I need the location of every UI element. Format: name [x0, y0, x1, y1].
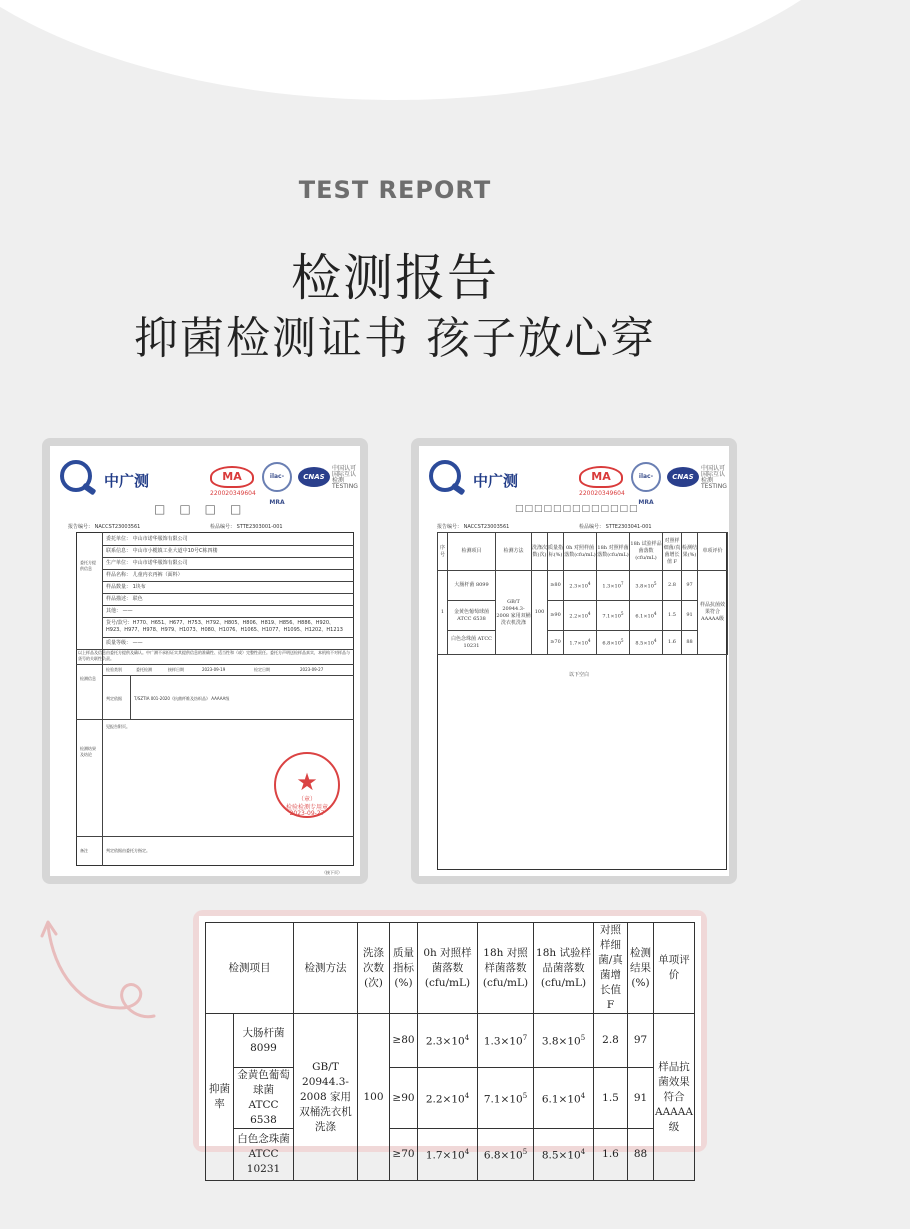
side-label-client: 委托方提供信息: [80, 560, 96, 571]
sample-qty-field: 样品数量： 1块布: [106, 584, 146, 590]
sample-name-field: 样品名称： 儿童内衣再裤（面料）: [106, 572, 183, 578]
curly-arrow-icon: [40, 912, 160, 1032]
header-method: 检测方法: [294, 923, 358, 1014]
table-row: 抑菌率 大肠杆菌 8099 GB/T 20944.3-2008 家用双桶洗衣机洗涤 100 ≥80 $2.3\times 10^4$ $1.3\times 10^7$ $3.8\times 10^5$ 2.8 97 样品抗菌效果符合AAAAA级: [206, 1014, 695, 1068]
report-number: 报告编号： NACCST23003561: [68, 524, 141, 530]
side-label-test: 检测信息: [80, 676, 96, 681]
small-results-table: 序号 检测项目 检测方法 洗涤次数(次) 质量指标(%) 0h 对照样菌落数(cfu/mL) 18h 对照样菌落数(cfu/mL) 18h 试验样品菌落数(cfu/mL) 对照样细菌/真菌增长值 F 检测结果(%) 单项评价 1 大肠杆菌 8099 GB/T 20944.3-2008 家用双桶洗衣机洗涤 100 ≥80 $2.3\times 10^4$ $1.3\times 10^7$ $3.8\times 10^5$ 2.8 97 样品抗菌效果符合AAAAA级 金黄色葡萄球菌 ATCC 6538 ≥90 $2.2\times 10^4$ $7.1\times 10^5$ $6.1\times 10^4$ 1.5 91 白色念珠菌 ATCC 10231 ≥70 $1.7\times 10^4$ $6.8\times 10^5$ $8.5\times 10^4$ 1.6 88: [437, 532, 728, 655]
report-page-2-card[interactable]: [411, 438, 737, 884]
ma-mark-icon: MA: [210, 466, 254, 488]
ma-mark-icon: MA: [579, 466, 623, 488]
client-notice: 以上样品及信息由委托方提供及确认。中广测不承担证实其提供信息的准确性、适当性和（或）完整性责任。委托方声明送检样品真实，本机构不对样品与货号的关联性负责。: [78, 650, 350, 661]
judgement-basis: T/SZTIA 001-2020《抗菌纤维及纺织品》 AAAAA级: [134, 696, 230, 701]
sample-number: 检品编号： STTE2303041-001: [579, 524, 652, 530]
wash-cell: 100: [358, 1014, 390, 1181]
antibacterial-results-table: [205, 922, 695, 1181]
client-field: 委托单位： 中山市诺华服饰有限公司: [106, 536, 188, 542]
ilac-mra-icon: ilac-MRA: [631, 462, 661, 492]
page-title: 检测报告: [291, 249, 499, 307]
report-page-1: 中广测 MA 220020349604 ilac-MRA CNAS 中国认可 国际互认 检测 TESTING □□□□ 报告编号： NACCST23003561 检品编号： STTE2303001-001 委托方提供信息 委托单位： 中山市诺华服饰有限公司 联系信息： 中山市小榄镇工业大道中10号C栋四楼 生产单位： 中山市诺华服饰有限公司 样品名称： 儿童内衣再裤（面料） 样品数量： 1块布 样品描述： 联色 其他： —— 货号/款号：H770、H651、H677、H753、H792、H805、H806、H819、H856、H886、H920、H923、H977、H978、H979、H1073、H080、H1076、H1065、H1077、H1095、H1202、H1213 质量等级： —— 以上样品及信息由委托方提供及确认。中广测不承担证实其提供信息的准确性、适当性和（或）完整性责任。委托方声明送检样品真实，本机构不对样品与货号的关联性负责。 检测信息 检验类别 委托检测 接样日期 2023-09-19 检定日期 2023-09-27 判定依据 T/SZTIA 001-2020《抗菌纤维及纺织品》 AAAAA级 检测结果及结论 见报告附页。 ★ （章） 检验检测专用章 2023-09-27 备注 判定依据由委托方指定。 （接下页）: [50, 446, 360, 876]
zoomed-results-panel: [199, 916, 701, 1175]
finish-date: 2023-09-27: [300, 667, 324, 672]
table-row: 白色念珠菌 ATCC 10231 ≥70 $1.7\times 10^4$ $6.8\times 10^5$ $8.5\times 10^4$ 1.6 88: [206, 1129, 695, 1181]
sample-number: 检品编号： STTE2303001-001: [210, 524, 283, 530]
report-header-logos: 中广测 MA 220020349604 ilac-MRA CNAS 中国认可 国际互认 检测 TESTING: [429, 460, 719, 496]
report-header-logos: 中广测 MA 220020349604 ilac-MRA CNAS 中国认可 国际互认 检测 TESTING: [60, 460, 350, 496]
report-number: 报告编号： NACCST23003561: [437, 524, 510, 530]
header-result: 检测结果(%): [628, 923, 654, 1014]
header-h0: 0h 对照样菌落数(cfu/mL): [418, 923, 478, 1014]
header-h18-control: 18h 对照样菌落数(cfu/mL): [478, 923, 534, 1014]
other-field: 其他： ——: [106, 608, 133, 614]
company-logo-text: 中广测: [473, 472, 519, 490]
continued-note: （接下页）: [322, 870, 342, 875]
zoomed-results-card[interactable]: [193, 910, 707, 1175]
producer-field: 生产单位： 中山市诺华服饰有限公司: [106, 560, 188, 566]
report-page-1-card[interactable]: [42, 438, 368, 884]
blank-end-note: 以下空白: [569, 672, 590, 678]
ilac-mra-icon: ilac-MRA: [262, 462, 292, 492]
title-placeholder-boxes: □□□□□□□□□□□□□: [515, 504, 639, 514]
see-attached: 见报告附页。: [106, 724, 130, 729]
header-growth-f: 对照样细菌/真菌增长值 F: [594, 923, 628, 1014]
models-field: 货号/款号：H770、H651、H677、H753、H792、H805、H806、H819、H856、H886、H920、H923、H977、H978、H979、H1073、H080、H1076、H1065、H1077、H1095、H1202、H1213: [106, 620, 343, 633]
section-eyebrow: TEST REPORT: [298, 176, 492, 204]
table-row: 金黄色葡萄球菌 ATCC 6538 ≥90 $2.2\times 10^4$ $7.1\times 10^5$ $6.1\times 10^4$ 1.5 91: [206, 1068, 695, 1129]
cnas-icon: CNAS: [298, 467, 330, 487]
receive-date: 2023-09-19: [202, 667, 226, 672]
method-cell: GB/T 20944.3-2008 家用双桶洗衣机洗涤: [294, 1014, 358, 1181]
side-label-result: 检测结果及结论: [80, 746, 96, 757]
group-label: 抑菌率: [206, 1014, 234, 1181]
side-label-remark: 备注: [80, 848, 88, 853]
report-page-2: [419, 446, 729, 876]
contact-field: 联系信息： 中山市小榄镇工业大道中10号C栋四楼: [106, 548, 218, 554]
header-item: 检测项目: [206, 923, 294, 1014]
company-logo-icon: [60, 460, 92, 492]
eval-cell: 样品抗菌效果符合AAAAA级: [654, 1014, 695, 1181]
header-eval: 单项评价: [654, 923, 695, 1014]
test-type: 委托检测: [136, 667, 152, 672]
quality-field: 质量等级： ——: [106, 640, 143, 646]
official-stamp: ★ （章） 检验检测专用章 2023-09-27: [274, 752, 340, 818]
top-arc-background: [0, 0, 910, 100]
header-index: 质量指标(%): [390, 923, 418, 1014]
cnas-icon: CNAS: [667, 467, 699, 487]
title-placeholder-boxes: □□□□: [154, 502, 256, 516]
page-subtitle: 抑菌检测证书 孩子放心穿: [134, 313, 656, 364]
sample-desc-field: 样品描述： 联色: [106, 596, 143, 602]
company-logo-text: 中广测: [104, 472, 150, 490]
remark-text: 判定依据由委托方指定。: [106, 848, 150, 853]
header-h18-test: 18h 试验样品菌落数(cfu/mL): [534, 923, 594, 1014]
header-wash: 洗涤次数(次): [358, 923, 390, 1014]
company-logo-icon: [429, 460, 461, 492]
